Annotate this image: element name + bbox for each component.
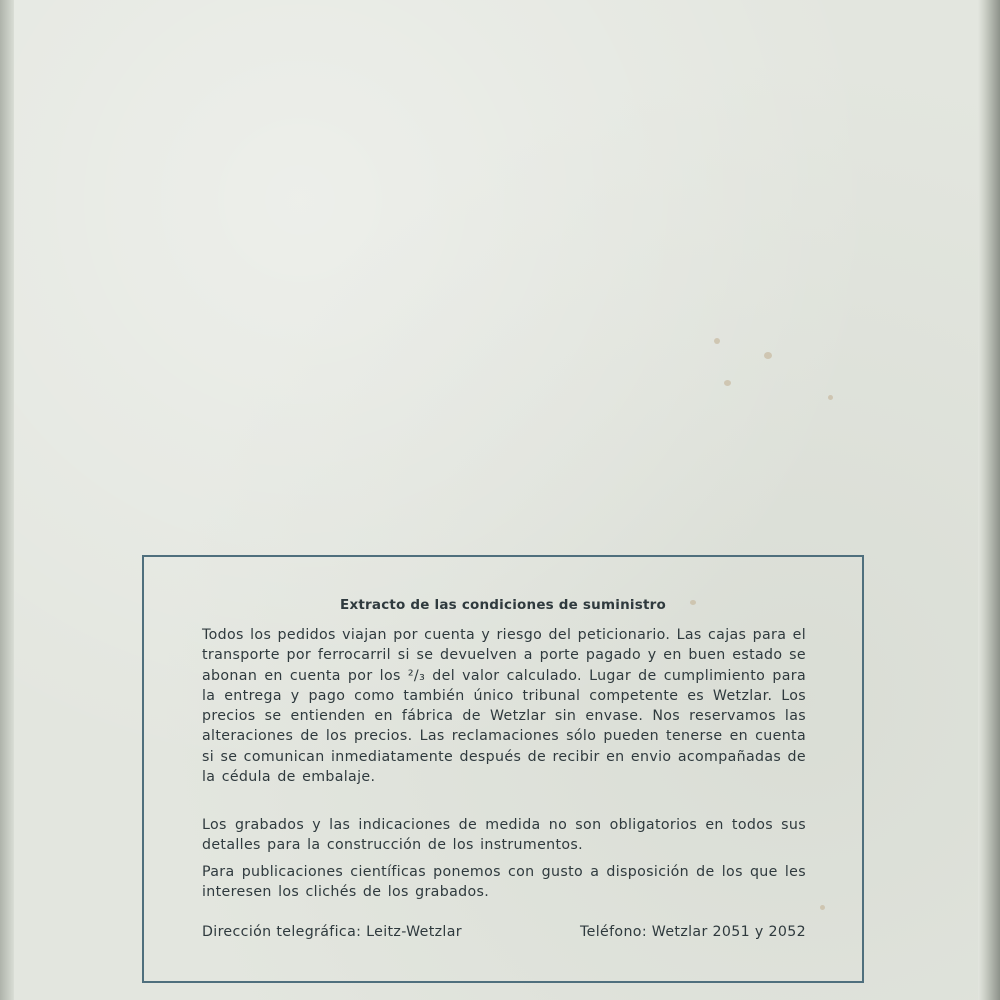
paper-stain (714, 338, 720, 344)
conditions-title: Extracto de las condiciones de suministro (340, 597, 666, 613)
paper-stain (724, 380, 731, 386)
paper-stain (764, 352, 772, 359)
page-edge-right (978, 0, 1000, 1000)
page-edge-left (0, 0, 14, 1000)
paper-stain (828, 395, 833, 400)
telephone-number: Teléfono: Wetzlar 2051 y 2052 (580, 924, 806, 940)
engravings-paragraph: Los grabados y las indicaciones de medida no son obligatorios en todos sus detalles para la construcción de los instrumentos. (202, 817, 806, 854)
telegraph-address: Dirección telegráfica: Leitz-Wetzlar (202, 924, 462, 940)
conditions-box (142, 555, 864, 983)
conditions-paragraph: Todos los pedidos viajan por cuenta y riesgo del peticionario. Las cajas para el transporte por ferrocarril si se devuelven a porte pagado y en buen estado se abonan en cuenta por los ²/₃ del valor calculado. Lugar de cumplimiento para la entrega y pago como también único tribunal competente es Wetzlar. Los precios se entienden en fábrica de Wetzlar sin envase. Nos reservamos las alteraciones de los precios. Las reclamaciones sólo pueden tenerse en cuenta si se comunican inmediatamente después de recibir en envio acompañadas de la cédula de embalaje. (202, 627, 806, 786)
publications-paragraph: Para publicaciones científicas ponemos con gusto a disposición de los que les interesen los clichés de los grabados. (202, 864, 806, 901)
